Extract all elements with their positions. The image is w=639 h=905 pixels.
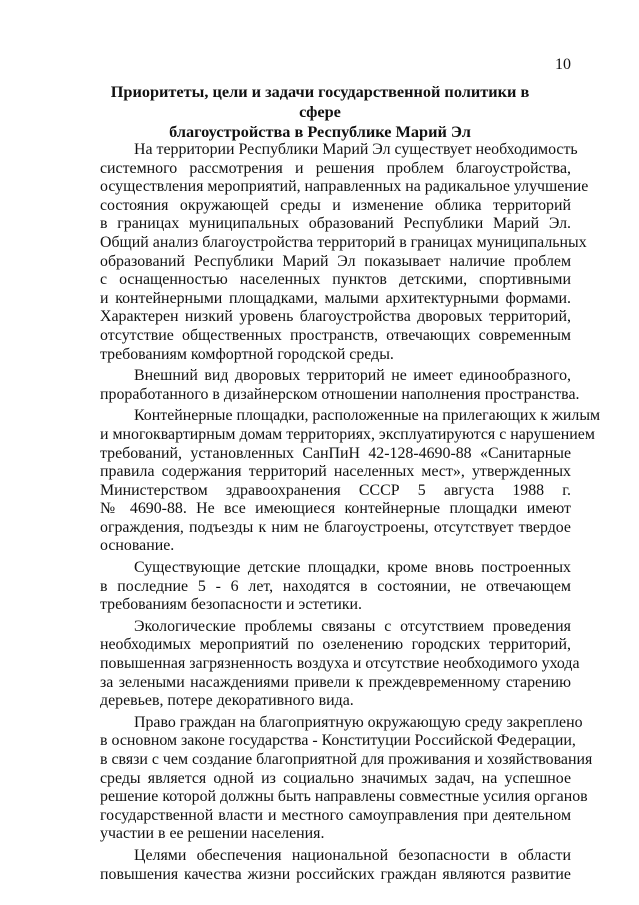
- text-line: Экологические проблемы связаны с отсутствием проведения: [134, 617, 571, 635]
- paragraph: [100, 559, 571, 615]
- text-line: повышенная загрязненность воздуха и отсутствие необходимого ухода: [100, 655, 580, 673]
- text-line: за зелеными насаждениями привели к преждевременному старению: [100, 673, 571, 691]
- text-line: осуществления мероприятий, направленных на радикальное улучшение: [100, 178, 589, 196]
- text-line: в последние 5 - 6 лет, находятся в состоянии, не отвечающем: [100, 577, 571, 595]
- paragraph: [100, 141, 589, 364]
- text-line: с оснащенностью населенных пунктов детскими, спортивными: [100, 271, 571, 289]
- text-line: образований Республики Марий Эл показывает наличие проблем: [100, 252, 571, 270]
- paragraph: [100, 367, 580, 404]
- text-line: Министерством здравоохранения СССР 5 августа 1988 г.: [100, 481, 571, 499]
- text-line: требованиям комфортной городской среды.: [100, 345, 394, 363]
- text-line: в связи с чем создание благоприятной для проживания и хозяйствования: [100, 751, 593, 768]
- text-line: участии в ее решении населения.: [100, 825, 325, 843]
- text-line: состояния окружающей среды и изменение облика территорий: [100, 196, 571, 214]
- section-title-line: благоустройства в Республике Марий Эл: [169, 122, 471, 141]
- text-line: и контейнерными площадками, малыми архитектурными формами.: [100, 289, 571, 307]
- body-text: [100, 141, 601, 887]
- paragraph: [100, 617, 580, 711]
- text-line: Право граждан на благоприятную окружающую среду закреплено: [134, 713, 583, 731]
- text-line: Общий анализ благоустройства территорий в границах муниципальных: [100, 233, 587, 251]
- text-line: государственной власти и местного самоуправления при деятельном: [100, 806, 571, 824]
- text-line: На территории Республики Марий Эл существует необходимость: [134, 141, 578, 158]
- text-line: Существующие детские площадки, кроме вновь построенных: [134, 559, 571, 577]
- text-line: системного рассмотрения и решения проблем благоустройства,: [100, 159, 571, 177]
- text-line: повышения качества жизни российских граждан являются развитие: [100, 865, 571, 883]
- text-line: основание.: [100, 537, 175, 555]
- text-line: и многоквартирным домам территориях, эксплуатируются с нарушением: [100, 425, 595, 443]
- text-line: среды является одной из социально значимых задач, на успешное: [100, 769, 571, 787]
- text-line: Характерен низкий уровень благоустройства дворовых территорий,: [100, 308, 571, 326]
- section-title-line: Приоритеты, цели и задачи государственной политики в сфере: [110, 82, 530, 121]
- paragraph: [100, 407, 601, 556]
- text-line: отсутствие общественных пространств, отвечающих современным: [100, 326, 571, 344]
- text-line: проработанного в дизайнерском отношении наполнения пространства.: [100, 385, 580, 403]
- text-line: требованиям безопасности и эстетики.: [100, 596, 363, 614]
- paragraph: [100, 847, 571, 884]
- text-line: необходимых мероприятий по озеленению городских территорий,: [100, 636, 571, 654]
- text-line: Целями обеспечения национальной безопасности в области: [134, 846, 571, 864]
- text-line: Внешний вид дворовых территорий не имеет единообразного,: [134, 367, 571, 385]
- paragraph: [100, 713, 593, 844]
- text-line: деревьев, потере декоративного вида.: [100, 692, 354, 710]
- section-title: [100, 82, 540, 142]
- text-line: требований, установленных СанПиН 42-128-4690-88 «Санитарные: [100, 444, 571, 462]
- text-line: решение которой должны быть направлены совместные усилия органов: [100, 788, 588, 806]
- text-line: ограждения, подъезды к ним не благоустроены, отсутствует твердое: [100, 518, 571, 536]
- text-line: в границах муниципальных образований Республики Марий Эл.: [100, 215, 571, 233]
- text-line: Контейнерные площадки, расположенные на прилегающих к жилым: [134, 407, 601, 425]
- text-line: № 4690-88. Не все имеющиеся контейнерные площадки имеют: [100, 500, 571, 518]
- text-line: правила содержания территорий населенных мест», утвержденных: [100, 463, 571, 481]
- text-line: в основном законе государства - Конституции Российской Федерации,: [100, 732, 576, 750]
- page-number: 10: [555, 56, 571, 73]
